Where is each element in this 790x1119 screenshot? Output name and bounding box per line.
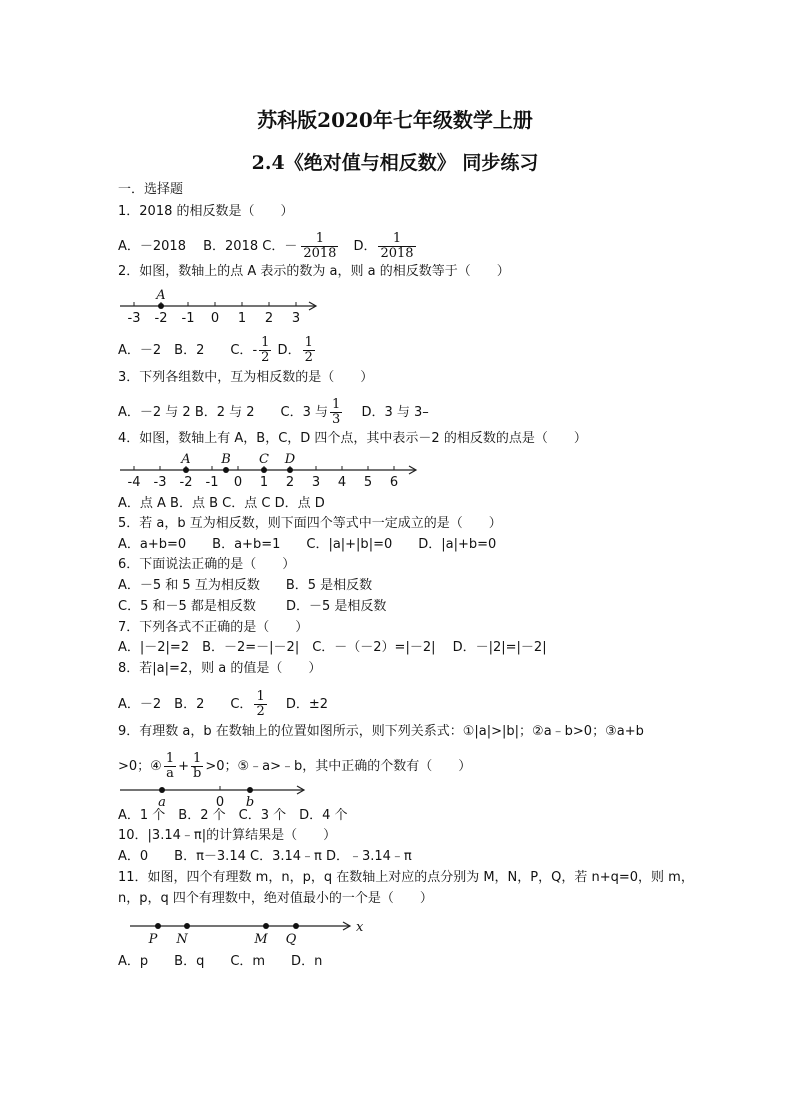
q1-optd-den: 2018 [380,246,414,261]
q2-tick-label-1: 1 [237,311,247,326]
q11-point-label-n: N [176,932,188,947]
q2-tick-label--3: -3 [127,311,141,326]
q9-point-b [247,787,253,793]
q9-stem-line1: 9．有理数 a，b 在数轴上的位置如图所示，则下列关系式：①|a|>|b|；②a﹣b>0；③a+b [118,724,644,739]
q11-options: A．p B．q C．m D．n [118,954,323,969]
q1-opt-ab: A．－2018 B．2018 C． [118,239,285,254]
q2-number-line [118,282,328,324]
q11-axis-label: x [356,920,364,935]
q4-point-label-b: B [221,452,231,467]
q4-number-line [118,450,428,492]
q9-options: A．1 个 B．2 个 C．3 个 D．4 个 [118,808,348,823]
q9-label-a: a [158,795,166,810]
q9-number-line [118,784,308,808]
q8-opt-d: D．±2 [268,697,329,712]
q2-point-a [158,303,164,309]
q9-f1-num: 1 [165,751,175,766]
q9-f2-den: b [193,766,202,781]
q2-optc-den: 2 [261,350,270,365]
q1-optc-den: 2018 [303,246,337,261]
section-heading: 一．选择题 [118,182,184,197]
q4-point-label-c: C [259,452,269,467]
q9-point-a [159,787,165,793]
q9-fraction-1-over-a [164,752,176,781]
q4-tick-label--2: -2 [179,475,193,490]
q11-point-q [293,923,299,929]
q3-stem: 3．下列各组数中，互为相反数的是（ ） [118,370,374,385]
q3-optc-num: 1 [332,397,341,412]
q2-opt-ab: A．－2 B．2 C． [118,343,253,358]
q8-stem: 8．若|a|=2，则 a 的值是（ ） [118,661,322,676]
q11-point-label-q: Q [285,932,297,947]
q11-point-p [155,923,161,929]
q4-point-label-d: D [284,452,296,467]
q2-optc-num: 1 [261,335,270,350]
q2-optc-fraction [259,336,271,365]
q4-tick-label-2: 2 [285,475,295,490]
q1-opt-d: D． [340,239,377,254]
q9-label-b: b [245,795,255,810]
q4-tick-label--3: -3 [153,475,167,490]
q2-point-label: A [156,288,166,303]
q9-stem-line2 [118,752,471,781]
q4-options: A．点 A B．点 B C．点 C D．点 D [118,496,325,511]
q5-options: A．a+b=0 B．a+b=1 C．|a|+|b|=0 D．|a|+b=0 [118,537,497,552]
q2-tick-label--1: -1 [181,311,195,326]
q4-point-b [223,467,229,473]
q8-opt-ab: A．－2 B．2 C． [118,697,253,712]
q2-optc-minus: - [252,343,258,358]
q9-f2-num: 1 [193,751,202,766]
q4-point-d [287,467,293,473]
q4-tick-label-6: 6 [389,475,399,490]
q11-point-label-m: M [254,932,268,947]
q1-optd-fraction [378,232,415,261]
q1-optc-fraction [301,232,338,261]
q3-optc-fraction [330,398,342,427]
q11-point-n [184,923,190,929]
q3-optc-den: 3 [332,412,341,427]
q2-stem: 2．如图，数轴上的点 A 表示的数为 a，则 a 的相反数等于（ ） [118,264,510,279]
q2-tick-label-0: 0 [210,311,220,326]
q3-opts: A．－2 与 2 B．2 与 2 C．3 与 [118,405,329,420]
q11-point-label-p: P [148,932,158,947]
q4-tick-label-4: 4 [337,475,347,490]
q4-tick-label--4: -4 [127,475,141,490]
q4-tick-label--1: -1 [205,475,219,490]
q4-tick-label-0: 0 [233,475,243,490]
q3-opt-d: D．3 与 3– [344,405,429,420]
q10-stem: 10．|3.14﹣π|的计算结果是（ ） [118,828,337,843]
q9-plus: + [178,759,190,774]
q4-point-a [183,467,189,473]
q2-optd-fraction [303,336,315,365]
q4-point-c [261,467,267,473]
q8-options [118,690,328,719]
q7-options: A．|－2|=2 B．－2=－|－2| C．－（－2）=|－2| D．－|2|=|－2| [118,640,547,655]
q2-tick-label--2: -2 [154,311,168,326]
q4-tick-label-3: 3 [311,475,321,490]
q11-stem-line1: 11．如图，四个有理数 m，n，p，q 在数轴上对应的点分别为 M，N，P，Q，若 n+q=0，则 m， [118,870,694,885]
q2-opt-d: D． [273,343,301,358]
q2-optd-den: 2 [304,350,313,365]
q9-stem-part2: >0；⑤﹣a>﹣b，其中正确的个数有（ ） [205,759,472,774]
q9-stem-part1: >0；④ [118,759,162,774]
q4-stem: 4．如图，数轴上有 A，B，C，D 四个点，其中表示－2 的相反数的点是（ ） [118,431,587,446]
q4-tick-label-1: 1 [259,475,269,490]
q1-optc-minus: － [284,239,298,254]
q11-stem-line2: n，p，q 四个有理数中，绝对值最小的一个是（ ） [118,891,433,906]
q8-optc-num: 1 [256,689,265,704]
q9-label-0: 0 [215,795,225,810]
q1-optc-num: 1 [315,231,325,246]
q11-point-m [263,923,269,929]
q2-options [118,336,317,365]
q1-stem: 1．2018 的相反数是（ ） [118,204,294,219]
q7-stem: 7．下列各式不正确的是（ ） [118,620,309,635]
q2-tick-label-3: 3 [291,311,301,326]
q2-tick-label-2: 2 [264,311,274,326]
q6-stem: 6．下面说法正确的是（ ） [118,557,296,572]
q6-options-row2: C．5 和－5 都是相反数 D．－5 是相反数 [118,599,387,614]
page-subtitle: 2.4《绝对值与相反数》 同步练习 [251,152,539,174]
q8-optc-fraction [254,690,266,719]
q5-stem: 5．若 a，b 互为相反数，则下面四个等式中一定成立的是（ ） [118,516,502,531]
q9-f1-den: a [166,766,174,781]
q10-options: A．0 B．π－3.14 C．3.14﹣π D．﹣3.14﹣π [118,849,412,864]
q4-tick-label-5: 5 [363,475,373,490]
q1-options [118,232,418,261]
q3-options [118,398,429,427]
q8-optc-den: 2 [256,704,265,719]
q11-number-line [118,914,368,948]
q4-point-label-a: A [181,452,191,467]
q1-optd-num: 1 [392,231,402,246]
page-title: 苏科版2020年七年级数学上册 [257,108,533,132]
q6-options-row1: A．－5 和 5 互为相反数 B．5 是相反数 [118,578,373,593]
q2-optd-num: 1 [304,335,313,350]
q9-fraction-1-over-b [191,752,203,781]
